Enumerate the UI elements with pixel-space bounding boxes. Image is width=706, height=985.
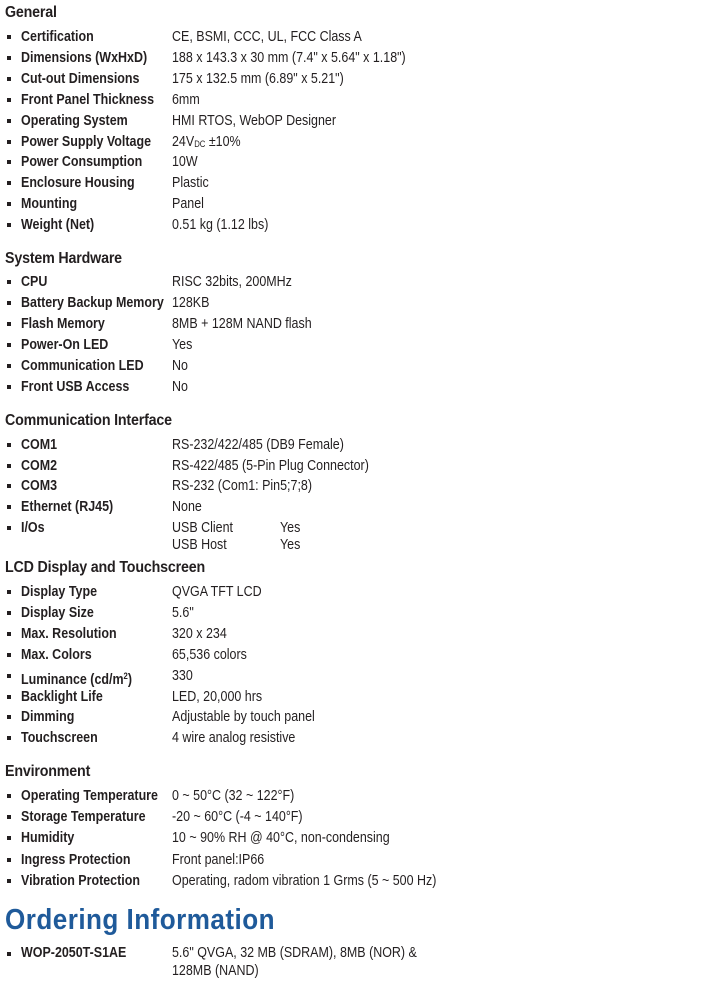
bullet-icon [7, 794, 11, 798]
bullet-icon [7, 98, 11, 102]
spec-row-com3 [0, 476, 706, 497]
spec-label: Dimensions (WxHxD) [21, 49, 148, 66]
spec-label: Power Consumption [21, 154, 143, 171]
spec-value: 320 x 234 [172, 625, 227, 642]
spec-value-subscript: DC [194, 138, 206, 149]
spec-row-operating-temperature [0, 786, 706, 807]
spec-value: 65,536 colors [172, 646, 247, 663]
spec-label-superscript: 2 [123, 670, 128, 681]
spec-value: 128KB [172, 295, 210, 311]
spec-label: Flash Memory [21, 316, 105, 332]
spec-row-com1 [0, 435, 706, 456]
bullet-icon [7, 322, 11, 326]
spec-value: USB Client [172, 519, 233, 536]
bullet-icon [7, 160, 11, 164]
spec-value: 10 ~ 90% RH @ 40°C, non-condensing [172, 830, 390, 847]
spec-row-operating-system [0, 111, 706, 132]
spec-row-vibration-protection [0, 871, 706, 892]
spec-label: Operating Temperature [21, 788, 158, 804]
bullet-icon [7, 815, 11, 819]
spec-row-power-consumption [0, 152, 706, 173]
bullet-icon [7, 119, 11, 123]
spec-row-ethernet-rj45 [0, 497, 706, 518]
bullet-icon [7, 590, 11, 594]
bullet-icon [7, 836, 11, 840]
spec-label: Front USB Access [21, 379, 130, 395]
section-title-lcd-display: LCD Display and Touchscreen [5, 559, 205, 576]
model-description-line-1: 5.6" QVGA, 32 MB (SDRAM), 8MB (NOR) & [172, 945, 417, 961]
spec-label: COM2 [21, 457, 58, 474]
bullet-icon [7, 280, 11, 284]
bullet-icon [7, 464, 11, 468]
spec-label: Display Size [21, 604, 94, 621]
bullet-icon [7, 364, 11, 368]
spec-label: I/Os [21, 519, 45, 536]
spec-value: Plastic [172, 175, 209, 192]
spec-label: Dimming [21, 709, 75, 726]
spec-row-humidity [0, 828, 706, 849]
bullet-icon [7, 736, 11, 740]
spec-value-tail: ±10% [205, 133, 241, 150]
spec-value: No [172, 358, 188, 374]
spec-label: Power Supply Voltage [21, 133, 152, 150]
spec-row-flash-memory [0, 314, 706, 335]
spec-value: 8MB + 128M NAND flash [172, 316, 312, 332]
spec-label-tail: ) [127, 671, 133, 688]
bullet-icon [7, 484, 11, 488]
spec-value: Front panel:IP66 [172, 851, 265, 868]
spec-value: QVGA TFT LCD [172, 584, 262, 600]
spec-value: -20 ~ 60°C (-4 ~ 140°F) [172, 809, 303, 826]
spec-row-dimming [0, 707, 706, 728]
spec-label: Weight (Net) [21, 217, 95, 234]
spec-value: 330 [172, 667, 193, 684]
spec-row-cpu [0, 272, 706, 293]
ordering-information-title: Ordering Information [5, 904, 275, 936]
bullet-icon [7, 526, 11, 530]
spec-row-dimensions-wxhxd [0, 48, 706, 69]
spec-label: Vibration Protection [21, 872, 140, 889]
spec-row-front-usb-access [0, 377, 706, 398]
bullet-icon [7, 674, 11, 678]
spec-label: Storage Temperature [21, 809, 146, 826]
section-title-environment: Environment [5, 763, 91, 780]
section-title-communication-interface: Communication Interface [5, 412, 172, 429]
spec-row-ingress-protection [0, 850, 706, 871]
spec-label: Operating System [21, 112, 128, 129]
spec-value-secondary: Yes [280, 519, 301, 536]
spec-value: RS-422/485 (5-Pin Plug Connector) [172, 457, 369, 474]
spec-label: Touchscreen [21, 730, 98, 747]
spec-value: CE, BSMI, CCC, UL, FCC Class A [172, 29, 362, 45]
bullet-icon [7, 385, 11, 389]
spec-row-battery-backup-memory [0, 293, 706, 314]
bullet-icon [7, 56, 11, 60]
spec-label: COM3 [21, 478, 58, 495]
spec-row-power-supply-voltage [0, 132, 706, 153]
spec-row-max-resolution [0, 624, 706, 645]
spec-label: Cut-out Dimensions [21, 70, 140, 87]
spec-value: RS-232/422/485 (DB9 Female) [172, 437, 344, 453]
spec-row-ios-usb-host [0, 535, 706, 556]
bullet-icon [7, 505, 11, 509]
spec-label: Certification [21, 29, 94, 45]
section-title-general: General [5, 4, 57, 21]
spec-label: Ethernet (RJ45) [21, 499, 114, 516]
spec-label: Mounting [21, 196, 78, 213]
spec-row-front-panel-thickness [0, 90, 706, 111]
bullet-icon [7, 343, 11, 347]
spec-row-luminance-cd-m2 [0, 666, 706, 687]
spec-label: Front Panel Thickness [21, 91, 155, 108]
spec-row-mounting [0, 194, 706, 215]
spec-label-main: Luminance (cd/m [21, 671, 124, 688]
bullet-icon [7, 653, 11, 657]
bullet-icon [7, 223, 11, 227]
ordering-item [0, 944, 706, 984]
bullet-icon [7, 695, 11, 699]
spec-label: Communication LED [21, 358, 144, 374]
bullet-icon [7, 611, 11, 615]
bullet-icon [7, 35, 11, 39]
spec-row-power-on-led [0, 335, 706, 356]
spec-row-weight-net [0, 215, 706, 236]
spec-value: No [172, 379, 188, 395]
spec-value-secondary: Yes [280, 537, 301, 553]
bullet-icon [7, 140, 11, 144]
spec-value: Adjustable by touch panel [172, 709, 315, 726]
spec-value: USB Host [172, 537, 227, 553]
bullet-icon [7, 202, 11, 206]
spec-row-storage-temperature [0, 807, 706, 828]
model-description-line-2: 128MB (NAND) [172, 963, 259, 979]
spec-value: Panel [172, 196, 204, 213]
spec-label: Max. Resolution [21, 625, 117, 642]
spec-value-main: 24V [172, 133, 195, 150]
spec-value: LED, 20,000 hrs [172, 688, 263, 705]
spec-value: RS-232 (Com1: Pin5;7;8) [172, 478, 313, 495]
spec-row-certification [0, 27, 706, 48]
spec-value: HMI RTOS, WebOP Designer [172, 112, 337, 129]
spec-value: None [172, 499, 202, 516]
spec-value: RISC 32bits, 200MHz [172, 274, 292, 290]
bullet-icon [7, 443, 11, 447]
spec-label: COM1 [21, 437, 58, 453]
spec-label: Backlight Life [21, 688, 103, 705]
spec-value: 0.51 kg (1.12 lbs) [172, 217, 269, 234]
bullet-icon [7, 715, 11, 719]
spec-value: 188 x 143.3 x 30 mm (7.4" x 5.64" x 1.18") [172, 49, 406, 66]
spec-label: Power-On LED [21, 337, 109, 353]
model-number: WOP-2050T-S1AE [21, 945, 127, 961]
spec-label: Enclosure Housing [21, 175, 135, 192]
spec-value: 10W [172, 154, 198, 171]
bullet-icon [7, 952, 11, 956]
spec-value: 175 x 132.5 mm (6.89" x 5.21") [172, 70, 344, 87]
spec-label: Ingress Protection [21, 851, 131, 868]
spec-label: Humidity [21, 830, 75, 847]
spec-row-backlight-life [0, 687, 706, 708]
model-description [172, 944, 417, 980]
spec-value: 4 wire analog resistive [172, 730, 296, 747]
spec-row-max-colors [0, 645, 706, 666]
spec-row-touchscreen [0, 728, 706, 749]
spec-row-enclosure-housing [0, 173, 706, 194]
spec-value: 5.6" [172, 604, 194, 621]
spec-row-com2 [0, 456, 706, 477]
bullet-icon [7, 632, 11, 636]
spec-label: Max. Colors [21, 646, 92, 663]
spec-label: Battery Backup Memory [21, 295, 164, 311]
spec-label: Display Type [21, 584, 98, 600]
bullet-icon [7, 181, 11, 185]
section-title-system-hardware: System Hardware [5, 250, 122, 267]
spec-label: CPU [21, 274, 48, 290]
spec-value: 0 ~ 50°C (32 ~ 122°F) [172, 788, 295, 804]
bullet-icon [7, 858, 11, 862]
bullet-icon [7, 301, 11, 305]
bullet-icon [7, 879, 11, 883]
spec-row-communication-led [0, 356, 706, 377]
bullet-icon [7, 77, 11, 81]
spec-value: Yes [172, 337, 193, 353]
spec-row-cut-out-dimensions [0, 69, 706, 90]
spec-value: 6mm [172, 91, 200, 108]
spec-value: Operating, radom vibration 1 Grms (5 ~ 500 Hz) [172, 872, 437, 889]
spec-row-display-size [0, 603, 706, 624]
spec-value [172, 132, 241, 155]
spec-row-display-type [0, 582, 706, 603]
